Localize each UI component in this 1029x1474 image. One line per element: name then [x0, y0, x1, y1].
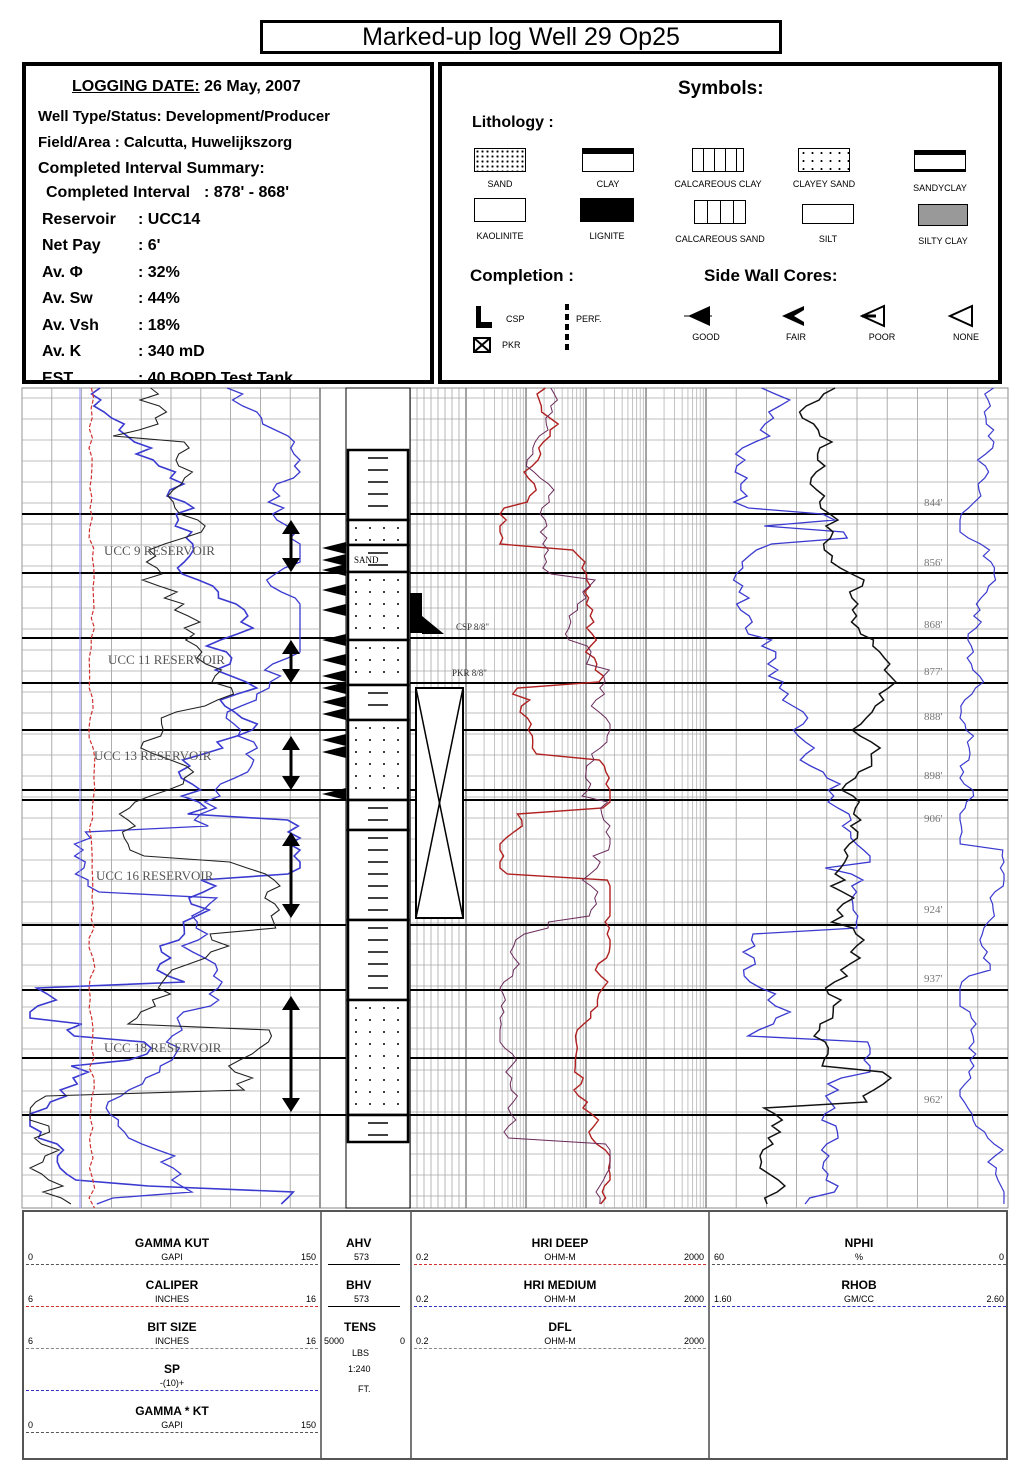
depth-label: 844'	[924, 497, 943, 509]
sand-dot	[355, 727, 357, 729]
curve-scale-right: 16	[305, 1336, 316, 1346]
sand-dot	[383, 1031, 385, 1033]
sand-dot	[397, 627, 399, 629]
side-wall-core-marker	[322, 542, 346, 554]
curve-scale-right: 16	[305, 1294, 316, 1304]
reservoir-arrow-head	[282, 904, 300, 918]
sand-dot	[369, 1067, 371, 1069]
sand-dot	[355, 751, 357, 753]
curve-scale-right: 150	[300, 1420, 316, 1430]
reservoir-label: UCC 16 RESERVOIR	[96, 868, 214, 883]
summary-row-value: : 340 mD	[138, 343, 205, 360]
page-title: Marked-up log Well 29 Op25	[260, 20, 782, 54]
side-wall-cores-heading: Side Wall Cores:	[704, 266, 838, 285]
footer-divider-3	[708, 1212, 710, 1458]
sand-dot	[355, 615, 357, 617]
curve-name: DFL	[548, 1320, 572, 1334]
summary-row-label: Av. Sw	[42, 290, 93, 307]
curve-name: GAMMA * KT	[135, 1404, 209, 1418]
sand-dot	[397, 527, 399, 529]
reservoir-label: UCC 18 RESERVOIR	[104, 1040, 222, 1055]
summary-row-value: : 878' - 868'	[204, 184, 289, 201]
sand-dot	[355, 1031, 357, 1033]
depth-scale: 1:240	[348, 1364, 371, 1374]
sand-dot	[397, 539, 399, 541]
curve-scale-left: 0	[28, 1420, 34, 1430]
sand-dot	[355, 659, 357, 661]
curve-unit: GAPI	[161, 1252, 183, 1262]
curve-header-panel	[22, 1210, 1008, 1460]
sand-dot	[369, 751, 371, 753]
sand-dot	[369, 739, 371, 741]
sand-dot	[369, 1091, 371, 1093]
core-poor-label: POOR	[868, 332, 896, 342]
clay-label: CLAY	[596, 179, 620, 189]
csp-shoe	[422, 616, 444, 634]
curve-line-sample	[414, 1306, 706, 1307]
sand-dot	[383, 579, 385, 581]
sand-dot	[397, 763, 399, 765]
kaolinite-label: KAOLINITE	[476, 231, 524, 241]
rhob-curve	[734, 388, 871, 1204]
curve-unit: INCHES	[154, 1336, 189, 1346]
ahv-value: 573	[354, 1252, 370, 1262]
side-wall-core-marker	[322, 708, 346, 720]
completion-heading: Completion :	[470, 266, 574, 285]
sand-dot	[397, 751, 399, 753]
curve-unit: OHM-M	[544, 1336, 576, 1346]
sand-dot	[369, 659, 371, 661]
side-wall-core-marker	[322, 554, 346, 566]
side-wall-core-marker	[322, 696, 346, 708]
curve-unit: INCHES	[154, 1294, 189, 1304]
curve-scale-left: 1.60	[714, 1294, 732, 1304]
depth-label: 937'	[924, 973, 943, 985]
reservoir-arrow-head	[282, 640, 300, 654]
curve-scale-right: 2000	[683, 1294, 704, 1304]
sand-dot	[383, 1091, 385, 1093]
curve-line-sample	[414, 1348, 706, 1349]
sand-dot	[369, 647, 371, 649]
sand-dot	[383, 647, 385, 649]
curve-unit: GAPI	[161, 1420, 183, 1430]
depth-unit: FT.	[358, 1384, 371, 1394]
summary-row-value: : 32%	[138, 263, 180, 281]
curve-scale-right: 150	[300, 1252, 316, 1262]
sand-dot	[383, 1067, 385, 1069]
curve-line-sample	[26, 1306, 318, 1307]
side-wall-core-marker	[322, 734, 346, 746]
sand-dot	[355, 591, 357, 593]
sand-dot	[397, 591, 399, 593]
pkr-label: PKR	[502, 340, 521, 350]
sand-dot	[383, 787, 385, 789]
summary-row-value: : UCC14	[138, 210, 201, 228]
curve-scale-right: 2000	[683, 1252, 704, 1262]
sand-dot	[397, 1067, 399, 1069]
sand-dot	[383, 763, 385, 765]
sand-dot	[383, 1103, 385, 1105]
sand-dot	[397, 659, 399, 661]
sand-dot	[383, 615, 385, 617]
lithology-column	[346, 388, 410, 1208]
summary-row-label: Av. Vsh	[42, 316, 99, 334]
depth-label: 856'	[924, 557, 943, 569]
curve-name: GAMMA KUT	[134, 1236, 210, 1250]
depth-label: 877'	[924, 666, 943, 678]
sand-dot	[369, 579, 371, 581]
sand-dot	[355, 1067, 357, 1069]
sand-dot	[397, 775, 399, 777]
summary-row-label: Av. K	[42, 343, 82, 360]
curve-unit: OHM-M	[544, 1294, 576, 1304]
perf-depth-label: PKR 8/8"	[452, 668, 487, 678]
sand-dot	[397, 1091, 399, 1093]
reservoir-arrows	[282, 520, 300, 1112]
calcareous-sand-label: CALCAREOUS SAND	[675, 234, 765, 244]
well-type: Well Type/Status: Development/Producer	[38, 108, 331, 125]
curve-unit: %	[854, 1252, 863, 1262]
curve-line-sample	[712, 1264, 1006, 1265]
lith-block	[348, 520, 408, 545]
lignite-label: LIGNITE	[589, 231, 625, 241]
sand-dot	[383, 659, 385, 661]
csp-depth-label: CSP 8/8"	[456, 622, 490, 632]
curve-scale-left: 0.2	[416, 1336, 429, 1346]
sand-dot	[383, 727, 385, 729]
sand-dot	[369, 1079, 371, 1081]
depth-label: 962'	[924, 1094, 943, 1106]
curve-name: BIT SIZE	[147, 1320, 197, 1334]
curve-scale-right: 2.60	[986, 1294, 1004, 1304]
sand-dot	[369, 1031, 371, 1033]
reservoir-arrow-head	[282, 996, 300, 1010]
sand-dot	[369, 787, 371, 789]
sand-dot	[397, 671, 399, 673]
sand-dot	[355, 539, 357, 541]
lith-block	[348, 450, 408, 520]
sand-dot	[397, 727, 399, 729]
sand-dot	[355, 1091, 357, 1093]
perf-label: PERF.	[576, 314, 602, 324]
log-frame	[22, 388, 1008, 1208]
curve-line-sample	[712, 1306, 1006, 1307]
interval-summary-heading: Completed Interval Summary:	[38, 160, 265, 177]
sand-dot	[355, 739, 357, 741]
sand-dot	[383, 1079, 385, 1081]
reservoir-arrow-head	[282, 520, 300, 534]
sand-dot	[369, 1055, 371, 1057]
sand-dot	[355, 671, 357, 673]
curve-scale-left: 0.2	[416, 1294, 429, 1304]
depth-label: 898'	[924, 770, 943, 782]
sand-dot	[397, 1103, 399, 1105]
csp-label: CSP	[506, 314, 525, 324]
sand-dot	[397, 615, 399, 617]
silty-clay-label: SILTY CLAY	[918, 236, 968, 246]
ahv-label: AHV	[346, 1236, 372, 1250]
reservoir-label: UCC 13 RESERVOIR	[94, 748, 212, 763]
sand-dot	[355, 527, 357, 529]
side-wall-core-marker	[322, 670, 346, 682]
side-wall-core-marker	[322, 746, 346, 758]
sand-dot	[369, 1019, 371, 1021]
calcareous-clay-label: CALCAREOUS CLAY	[674, 179, 762, 189]
curve-line-sample	[26, 1348, 318, 1349]
sand-dot	[397, 1007, 399, 1009]
lith-block	[348, 572, 408, 640]
lith-sand-label: SAND	[354, 555, 379, 565]
sand-dot	[397, 579, 399, 581]
sand-dot	[383, 527, 385, 529]
extra-curve	[960, 388, 1004, 1204]
sand-dot	[369, 763, 371, 765]
curve-scale-right: 0	[998, 1252, 1004, 1262]
sand-dot	[355, 1055, 357, 1057]
sand-dot	[383, 603, 385, 605]
lith-block	[348, 830, 408, 920]
sand-dot	[383, 1019, 385, 1021]
clayey-sand-label: CLAYEY SAND	[792, 179, 856, 189]
reservoir-arrow-head	[282, 736, 300, 750]
curve-scale-right: 2000	[683, 1336, 704, 1346]
sand-dot	[355, 1079, 357, 1081]
curve-scale-left: 0.2	[416, 1252, 429, 1262]
sand-dot	[369, 539, 371, 541]
curve-line-sample	[26, 1390, 318, 1391]
sand-dot	[397, 647, 399, 649]
sand-dot	[355, 603, 357, 605]
sand-dot	[369, 1043, 371, 1045]
tens-unit: LBS	[352, 1348, 370, 1358]
curve-name: HRI MEDIUM	[523, 1278, 597, 1292]
caliper-curve	[89, 388, 95, 1208]
lith-block	[348, 640, 408, 685]
depth-label: 924'	[924, 904, 943, 916]
sand-dot	[383, 775, 385, 777]
sand-dot	[369, 1103, 371, 1105]
sand-dot	[383, 1055, 385, 1057]
curve-scale-left: 6	[28, 1336, 34, 1346]
core-fair-label: FAIR	[785, 332, 806, 342]
sand-dot	[397, 1055, 399, 1057]
curve-unit: -(10)+	[159, 1378, 185, 1388]
summary-row-value: : 44%	[138, 290, 180, 307]
reservoir-label: UCC 11 RESERVOIR	[108, 652, 225, 667]
summary-row-value: : 18%	[138, 316, 180, 334]
lithology-heading: Lithology :	[472, 114, 554, 131]
silt-label: SILT	[818, 234, 838, 244]
sand-dot	[383, 751, 385, 753]
sand-dot	[369, 671, 371, 673]
sand-dot	[355, 1043, 357, 1045]
sand-dot	[369, 1007, 371, 1009]
lith-block	[348, 800, 408, 830]
curve-unit: GM/CC	[844, 1294, 874, 1304]
sand-dot	[383, 539, 385, 541]
summary-row-label: Completed Interval	[46, 184, 191, 201]
side-wall-core-marker	[322, 604, 346, 616]
tens-right: 0	[400, 1336, 406, 1346]
sand-dot	[355, 627, 357, 629]
side-wall-core-marker	[322, 634, 346, 646]
sand-dot	[355, 775, 357, 777]
sand-dot	[355, 579, 357, 581]
curve-name: CALIPER	[145, 1278, 199, 1292]
curve-name: SP	[163, 1362, 180, 1376]
sand-dot	[355, 647, 357, 649]
lith-block	[348, 685, 408, 720]
logging-date-label: LOGGING DATE:	[72, 78, 200, 95]
side-wall-core-marker	[322, 564, 346, 576]
log-grid	[22, 388, 1008, 1208]
sand-dot	[383, 1007, 385, 1009]
sandy-clay-label: SANDYCLAY	[913, 183, 967, 193]
tens-left: 5000	[324, 1336, 345, 1346]
side-wall-core-marker	[322, 654, 346, 666]
sand-dot	[383, 671, 385, 673]
reservoir-arrow-head	[282, 776, 300, 790]
footer-divider-1	[320, 1212, 322, 1458]
curve-unit: OHM-M	[544, 1252, 576, 1262]
reservoir-arrow-head	[282, 558, 300, 572]
sand-dot	[355, 1103, 357, 1105]
tens-label: TENS	[344, 1320, 377, 1334]
sand-dot	[397, 1019, 399, 1021]
summary-row-value: : 40 BOPD Test Tank	[138, 369, 293, 387]
sand-dot	[369, 727, 371, 729]
sand-dot	[355, 787, 357, 789]
curve-scale-left: 0	[28, 1252, 34, 1262]
summary-row-label: EST.	[42, 369, 76, 387]
curve-name: RHOB	[841, 1278, 877, 1292]
curve-name: NPHI	[844, 1236, 874, 1250]
sand-dot	[369, 603, 371, 605]
summary-row-value: : 6'	[138, 237, 161, 254]
sand-dot	[369, 615, 371, 617]
log-labels	[94, 497, 943, 1106]
sand-dot	[369, 775, 371, 777]
sand-dot	[397, 1031, 399, 1033]
sand-dot	[369, 591, 371, 593]
summary-row-label: Net Pay	[42, 237, 101, 254]
gamma-ray-curve	[30, 388, 300, 1204]
bhv-label: BHV	[346, 1278, 372, 1292]
lith-block	[348, 1115, 408, 1142]
depth-label: 906'	[924, 813, 943, 825]
sand-dot	[397, 1043, 399, 1045]
reservoir-label: UCC 9 RESERVOIR	[104, 543, 215, 558]
sand-dot	[355, 763, 357, 765]
sand-dot	[369, 527, 371, 529]
reservoir-arrow-head	[282, 1098, 300, 1112]
sand-dot	[397, 1079, 399, 1081]
curve-line-sample	[26, 1264, 318, 1265]
curve-line-sample	[26, 1432, 318, 1433]
sand-dot	[383, 1043, 385, 1045]
depth-label: 888'	[924, 711, 943, 723]
summary-row-label: Av. Φ	[42, 263, 83, 281]
sand-dot	[369, 627, 371, 629]
logging-date-value: 26 May, 2007	[204, 78, 301, 95]
core-none-label: NONE	[952, 332, 979, 342]
csp-shoe	[410, 593, 422, 633]
sand-label: SAND	[487, 179, 513, 189]
sand-dot	[383, 591, 385, 593]
curve-line-sample	[414, 1264, 706, 1265]
reservoir-arrow-head	[282, 669, 300, 683]
lith-block	[348, 1000, 408, 1115]
ahv-arrow	[328, 1264, 400, 1265]
sand-dot	[355, 1007, 357, 1009]
sand-dot	[397, 739, 399, 741]
depth-label: 868'	[924, 619, 943, 631]
field-area: Field/Area : Calcutta, Huwelijkszorg	[38, 134, 293, 151]
sand-dot	[355, 1019, 357, 1021]
gamma-kt-curve	[30, 388, 280, 1204]
sand-dot	[383, 627, 385, 629]
bhv-arrow	[328, 1306, 400, 1307]
summary-row-label: Reservoir	[42, 210, 116, 228]
curve-scale-left: 60	[714, 1252, 725, 1262]
bhv-value: 573	[354, 1294, 370, 1304]
symbols-title: Symbols:	[678, 78, 764, 99]
footer-divider-2	[410, 1212, 412, 1458]
side-wall-core-marker	[322, 584, 346, 596]
core-good-label: GOOD	[692, 332, 720, 342]
sand-dot	[397, 603, 399, 605]
curve-scale-left: 6	[28, 1294, 34, 1304]
curve-name: HRI DEEP	[531, 1236, 589, 1250]
sand-dot	[397, 787, 399, 789]
sand-dot	[383, 739, 385, 741]
